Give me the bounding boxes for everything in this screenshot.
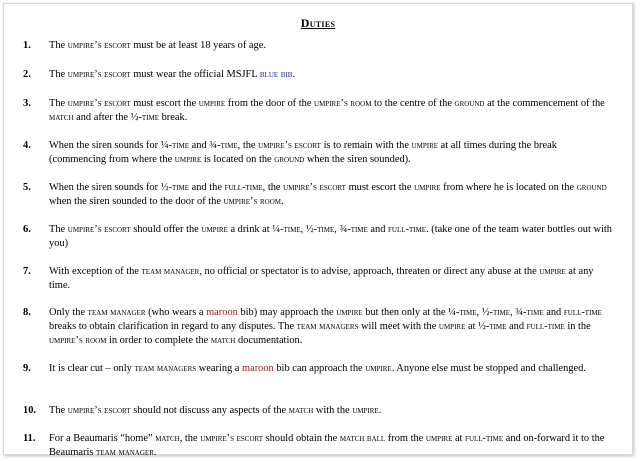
duty-text (49, 181, 613, 209)
duty-text-segment: ground (274, 154, 305, 165)
duty-text-segment: break. (159, 112, 188, 123)
duty-text-segment: umpire (336, 307, 363, 318)
duty-text-segment: blue bib (259, 69, 293, 80)
duty-text-segment: a drink at (227, 224, 273, 235)
duty-text-segment: at (452, 433, 466, 444)
duty-text-segment: and (367, 224, 389, 235)
duty-text-segment: ¼-time (448, 307, 477, 318)
duty-text (49, 139, 613, 167)
duty-text-segment: ¾-time (209, 140, 238, 151)
duty-text-segment: , (334, 224, 340, 235)
duty-text-segment: when the siren sounded to the door of the (49, 196, 224, 207)
duty-text (49, 68, 613, 82)
duty-text (49, 39, 613, 53)
duty-text (49, 265, 613, 293)
duty-text-segment: match (49, 112, 74, 123)
duty-text-segment: ¼-time (272, 224, 301, 235)
duty-text-segment: full-time (526, 321, 565, 332)
duty-text-segment: umpire’s escort (200, 433, 264, 444)
duty-text-segment: , no official or spectator is to advise, approach, threaten or direct any abuse at the (199, 266, 540, 277)
duty-text-segment: , the (262, 182, 284, 193)
duty-number: 11. (23, 433, 36, 444)
duty-number: 4. (23, 140, 31, 151)
duty-text-segment: The (49, 405, 68, 416)
duty-text-segment: team managers (134, 363, 197, 374)
duty-text-segment: team manager (96, 447, 154, 458)
duty-text-segment: umpire’s escort (67, 224, 131, 235)
duty-text-segment: umpire’s escort (67, 405, 131, 416)
duty-text-segment: ¾-time (339, 224, 368, 235)
duty-text-segment: in order to complete the (106, 335, 211, 346)
duty-text-segment: Only the (49, 307, 88, 318)
duty-text-segment: umpire’s escort (283, 182, 346, 193)
duty-item (23, 432, 613, 460)
duty-text-segment: from the (385, 433, 426, 444)
duty-text-segment: umpire (539, 266, 566, 277)
duty-text-segment: and on-forward it to the Beaumaris (49, 433, 605, 458)
document-title: Duties (300, 16, 336, 30)
duty-number: 9. (23, 363, 31, 374)
duty-item (23, 265, 613, 293)
duty-number: 1. (23, 40, 31, 51)
duty-text (49, 362, 613, 376)
duty-text-segment: The (49, 98, 68, 109)
duty-text (49, 404, 613, 418)
duty-text-segment: must escort the (345, 182, 415, 193)
duty-text-segment: will meet with the (358, 321, 439, 332)
duty-number: 2. (23, 69, 31, 80)
duty-text-segment: The (49, 69, 68, 80)
duty-text-segment: umpire (438, 321, 466, 332)
duty-text-segment: full-time (388, 224, 427, 235)
duty-text-segment: in the (564, 321, 591, 332)
duty-item (23, 362, 613, 376)
duty-text-segment: but then only at the (362, 307, 449, 318)
duty-text-segment: When the siren sounds for (49, 182, 161, 193)
duty-text-segment: at all times during the break (commencing from where the (49, 140, 557, 165)
duty-text-segment: match (288, 405, 314, 416)
duty-text-segment: should not discuss any aspects of the (130, 405, 289, 416)
duty-text-segment: , (300, 224, 306, 235)
duty-text-segment: . (292, 69, 296, 80)
duty-text-segment: and the (189, 182, 225, 193)
document-page (3, 3, 633, 458)
duty-text-segment: , (510, 307, 516, 318)
duty-text-segment: must escort the (130, 98, 199, 109)
duty-item (23, 97, 613, 125)
duty-text-segment: to the centre of the (371, 98, 455, 109)
duty-text-segment: maroon (206, 307, 238, 318)
duty-text-segment: wearing a (196, 363, 243, 374)
duty-text (49, 223, 613, 251)
duty-text-segment: match (210, 335, 236, 346)
duty-text (49, 306, 613, 348)
duty-text-segment: must be at least 18 years of age. (130, 40, 266, 51)
duty-number: 5. (23, 182, 31, 193)
duty-text-segment: umpire (198, 98, 226, 109)
duty-text-segment: at (465, 321, 479, 332)
duty-text-segment: When the siren sounds for (49, 140, 161, 151)
duty-text-segment: umpire’s escort (67, 69, 131, 80)
duty-text-segment: ½-time (305, 224, 335, 235)
duty-text-segment: umpire (365, 363, 392, 374)
duty-number: 7. (23, 266, 31, 277)
duty-item (23, 404, 613, 418)
duty-text-segment: , (476, 307, 482, 318)
duty-text-segment: umpire (174, 154, 202, 165)
duty-text-segment: umpire’s escort (67, 40, 131, 51)
duty-text-segment: at the commencement of the (484, 98, 605, 109)
duty-text-segment: The (49, 224, 68, 235)
duty-text-segment: umpire’s room (223, 196, 281, 207)
duty-text-segment: ½-time (160, 182, 190, 193)
duty-text-segment: breaks to obtain clarification in regard to any disputes. The (49, 321, 297, 332)
duty-text-segment: ground (576, 182, 607, 193)
duty-text-segment: . Anyone else must be stopped and challenged. (391, 363, 586, 374)
duty-text-segment: , the (237, 140, 259, 151)
duty-text-segment: ½-time (478, 321, 507, 332)
duty-text-segment: team managers (296, 321, 359, 332)
duty-text-segment: ½-time (130, 112, 160, 123)
duty-text-segment: full-time (224, 182, 263, 193)
duty-text-segment: match (155, 433, 180, 444)
duty-item (23, 223, 613, 251)
duty-text-segment: bib can approach the (273, 363, 366, 374)
duty-text-segment: is to remain with the (320, 140, 412, 151)
duty-text-segment: at any time. (49, 266, 594, 291)
duty-text-segment: For a Beaumaris “home” (49, 433, 156, 444)
duty-text-segment: should offer the (130, 224, 202, 235)
duty-number: 3. (23, 98, 31, 109)
duty-text-segment: is located on the (201, 154, 275, 165)
duty-text-segment: ½-time (481, 307, 511, 318)
duty-number: 10. (23, 405, 36, 416)
duty-item (23, 306, 613, 348)
duty-item (23, 139, 613, 167)
duty-item (23, 68, 613, 82)
duty-text-segment: . (take one of the team water bottles out with you) (49, 224, 612, 249)
duty-text-segment: umpire’s room (314, 98, 372, 109)
duty-text-segment: and after the (73, 112, 131, 123)
duty-text-segment: . (378, 405, 382, 416)
duty-text-segment: team manager (141, 266, 200, 277)
duty-text-segment: bib) may approach the (237, 307, 337, 318)
duty-item (23, 39, 613, 53)
duty-text-segment: ¼-time (160, 140, 190, 151)
duty-text (49, 432, 613, 460)
duty-text-segment: maroon (242, 363, 274, 374)
duty-text-segment: and (543, 307, 564, 318)
duty-text (49, 97, 613, 125)
duty-text-segment: should obtain the (263, 433, 340, 444)
duty-text-segment: match ball (339, 433, 386, 444)
duty-text-segment: and (506, 321, 527, 332)
duty-text-segment: , the (179, 433, 201, 444)
duty-text-segment: full-time (563, 307, 602, 318)
duty-text-segment: documentation. (235, 335, 303, 346)
duty-text-segment: . (281, 196, 284, 207)
duty-text-segment: ground (454, 98, 485, 109)
duty-text-segment: team manager (87, 307, 146, 318)
duty-text-segment: must wear the official MSJFL (130, 69, 260, 80)
duty-text-segment: (who wears a (145, 307, 207, 318)
duty-text-segment: umpire (425, 433, 453, 444)
duty-text-segment: and (189, 140, 210, 151)
duty-text-segment: umpire’s escort (258, 140, 321, 151)
duty-text-segment: umpire’s escort (67, 98, 131, 109)
duty-text-segment: . (153, 447, 157, 458)
duty-text-segment: umpire (352, 405, 379, 416)
duty-text-segment: It is clear cut – only (49, 363, 135, 374)
duty-text-segment: from where he is located on the (440, 182, 577, 193)
duty-text-segment: umpire (414, 182, 441, 193)
duty-text-segment: umpire (411, 140, 439, 151)
duty-number: 6. (23, 224, 31, 235)
duty-text-segment: With exception of the (49, 266, 142, 277)
duty-text-segment: full-time (465, 433, 504, 444)
duty-text-segment: umpire (201, 224, 228, 235)
duty-text-segment: ¾-time (515, 307, 544, 318)
duty-text-segment: with the (313, 405, 353, 416)
duty-text-segment: The (49, 40, 68, 51)
duty-text-segment: umpire’s room (49, 335, 107, 346)
duty-item (23, 181, 613, 209)
duty-text-segment: when the siren sounded). (304, 154, 411, 165)
duty-number: 8. (23, 307, 31, 318)
duty-text-segment: from the door of the (225, 98, 315, 109)
